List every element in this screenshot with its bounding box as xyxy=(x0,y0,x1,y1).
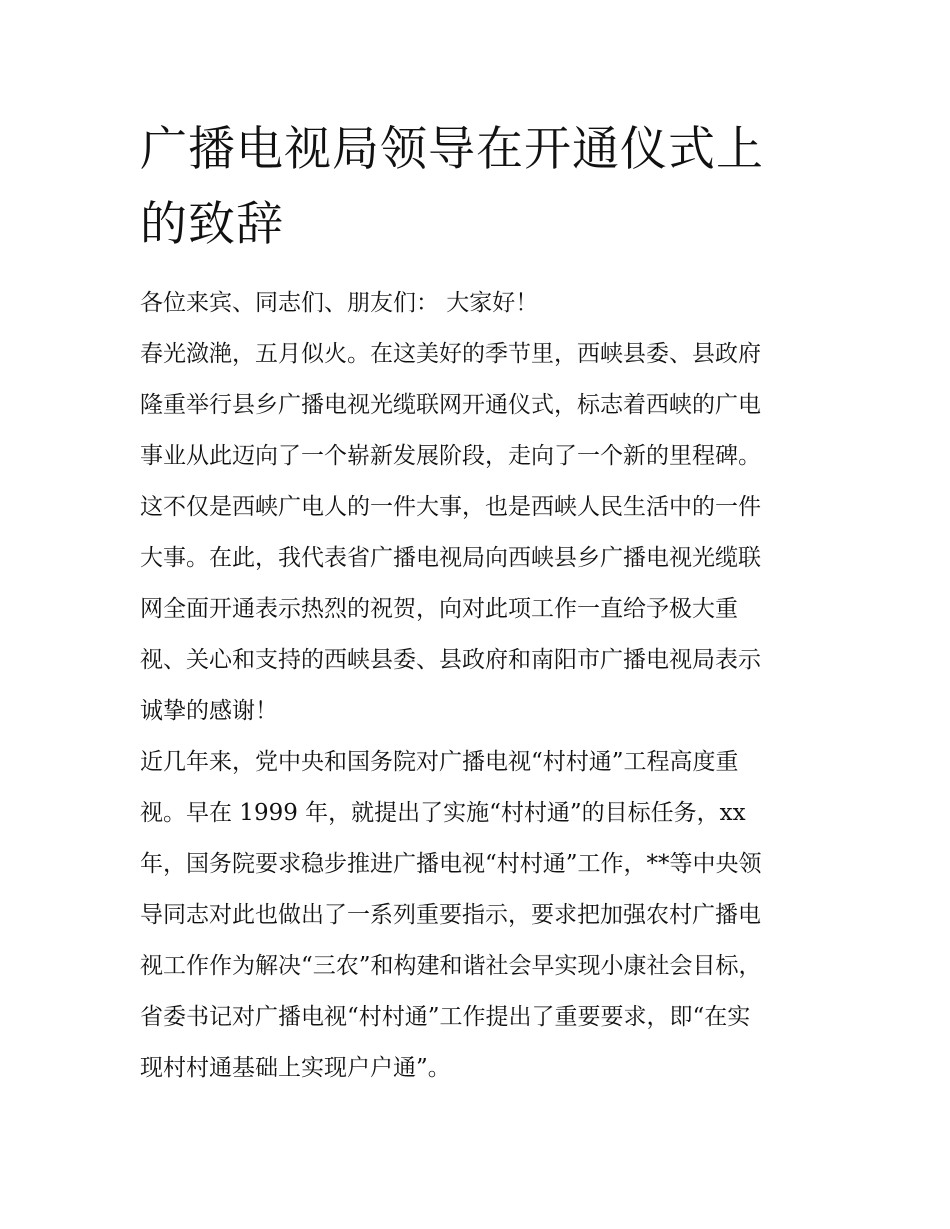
paragraph-line: 这不仅是西峡广电人的一件大事，也是西峡人民生活中的一件 xyxy=(140,494,761,520)
title-line: 广播电视局领导在开通仪式上 xyxy=(140,122,764,177)
paragraph-line: 视。早在 1999 年，就提出了实施“村村通”的目标任务，xx xyxy=(140,800,746,826)
paragraph-line: 春光潋滟，五月似火。在这美好的季节里，西峡县委、县政府 xyxy=(140,341,761,367)
paragraph-line: 年，国务院要求稳步推进广播电视“村村通”工作，**等中央领 xyxy=(140,851,762,877)
paragraph-line: 导同志对此也做出了一系列重要指示，要求把加强农村广播电 xyxy=(140,902,761,928)
page-title xyxy=(140,112,820,262)
paragraph-line: 网全面开通表示热烈的祝贺，向对此项工作一直给予极大重 xyxy=(140,596,738,622)
paragraph-line: 大事。在此，我代表省广播电视局向西峡县乡广播电视光缆联 xyxy=(140,545,761,571)
salutation-line: 各位来宾、同志们、朋友们： 大家好！ xyxy=(140,290,539,316)
paragraph-line: 省委书记对广播电视“村村通”工作提出了重要要求，即“在实 xyxy=(140,1004,751,1030)
paragraph-line: 隆重举行县乡广播电视光缆联网开通仪式，标志着西峡的广电 xyxy=(140,392,761,418)
body-text xyxy=(140,278,830,1094)
paragraph-line: 现村村通基础上实现户户通”。 xyxy=(140,1055,451,1081)
title-line: 的致辞 xyxy=(140,197,284,252)
paragraph-line: 事业从此迈向了一个崭新发展阶段，走向了一个新的里程碑。 xyxy=(140,443,761,469)
paragraph-line: 视工作作为解决“三农”和构建和谐社会早实现小康社会目标， xyxy=(140,953,762,979)
paragraph-line: 诚挚的感谢！ xyxy=(140,698,278,724)
paragraph-line: 视、关心和支持的西峡县委、县政府和南阳市广播电视局表示 xyxy=(140,647,761,673)
paragraph-line: 近几年来，党中央和国务院对广播电视“村村通”工程高度重 xyxy=(140,749,739,775)
